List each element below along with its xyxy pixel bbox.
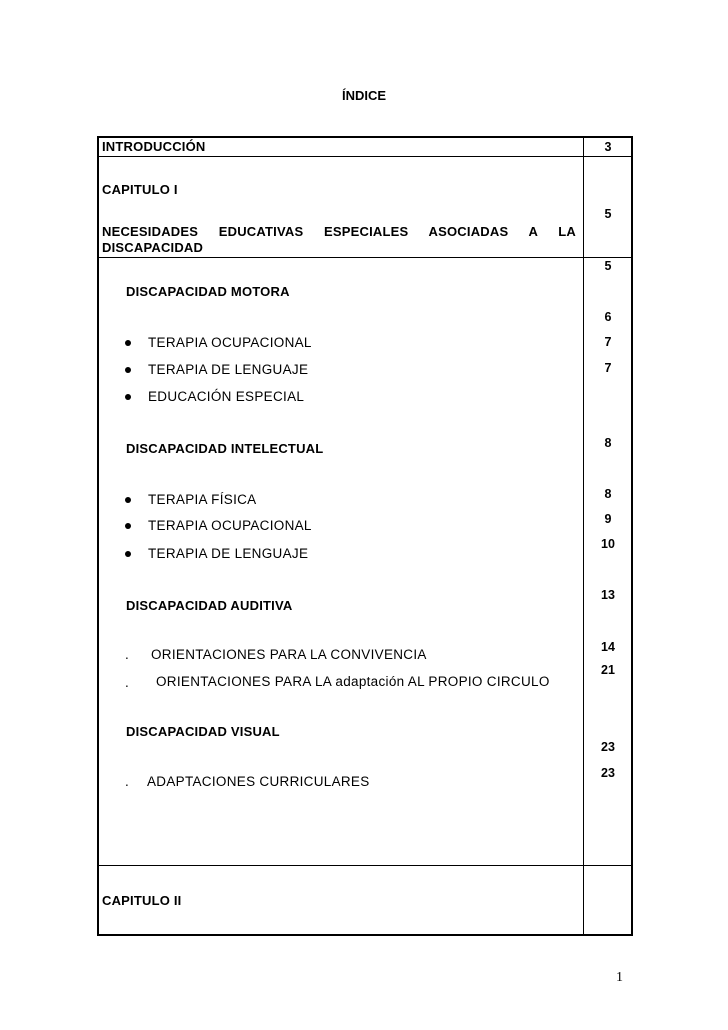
page-number: 7 [604,335,612,349]
list-item: TERAPIA DE LENGUAJE [148,362,309,377]
list-item: TERAPIA OCUPACIONAL [148,518,312,533]
section-heading: DISCAPACIDAD VISUAL [126,724,280,739]
section-heading: DISCAPACIDAD INTELECTUAL [126,441,324,456]
dot-marker: . [125,774,130,789]
page-number: 7 [604,361,612,375]
page-number: 23 [601,740,615,754]
page-number: 13 [601,588,615,602]
page-number: 6 [604,310,612,324]
bullet-icon [125,523,131,529]
page-number: 8 [604,487,612,501]
list-item: TERAPIA DE LENGUAJE [148,546,309,561]
page-number: 23 [601,766,615,780]
footer-page-number: 1 [616,970,623,985]
list-item: ORIENTACIONES PARA LA CONVIVENCIA [151,647,427,662]
bullet-icon [125,340,131,346]
table-border-top [97,136,633,138]
page-number: 14 [601,640,615,654]
list-item: ADAPTACIONES CURRICULARES [147,774,370,789]
section-heading: DISCAPACIDAD MOTORA [126,284,290,299]
table-border-left [97,136,99,936]
chapter1-subtitle-line2: DISCAPACIDAD [102,240,204,255]
table-border-bottom [97,934,633,936]
bullet-icon [125,367,131,373]
table-row-divider [97,865,633,866]
intro-page-number: 3 [604,140,612,154]
page-number: 21 [601,663,615,677]
bullet-icon [125,551,131,557]
chapter1-subtitle-line1: NECESIDADES EDUCATIVAS ESPECIALES ASOCIADAS A LA [102,224,576,239]
table-row-divider [97,257,633,258]
page-title: ÍNDICE [341,88,387,103]
table-column-divider [583,136,584,936]
page-number: 10 [601,537,615,551]
page-number: 8 [604,436,612,450]
chapter1-page-number: 5 [604,207,612,221]
bullet-icon [125,497,131,503]
section-heading: DISCAPACIDAD AUDITIVA [126,598,293,613]
bullet-icon [125,394,131,400]
chapter2-label: CAPITULO II [102,893,182,908]
dot-marker: . [125,675,130,690]
table-border-right [631,136,633,936]
chapter1-label: CAPITULO I [102,182,178,197]
page-number: 9 [604,512,612,526]
dot-marker: . [125,647,130,662]
table-row-divider [97,156,633,157]
list-item: TERAPIA OCUPACIONAL [148,335,312,350]
intro-label: INTRODUCCIÓN [102,139,206,154]
list-item: ORIENTACIONES PARA LA adaptación AL PROPIO CIRCULO [156,674,550,689]
page-number: 5 [604,259,612,273]
list-item: TERAPIA FÍSICA [148,492,257,507]
list-item: EDUCACIÓN ESPECIAL [148,389,305,404]
